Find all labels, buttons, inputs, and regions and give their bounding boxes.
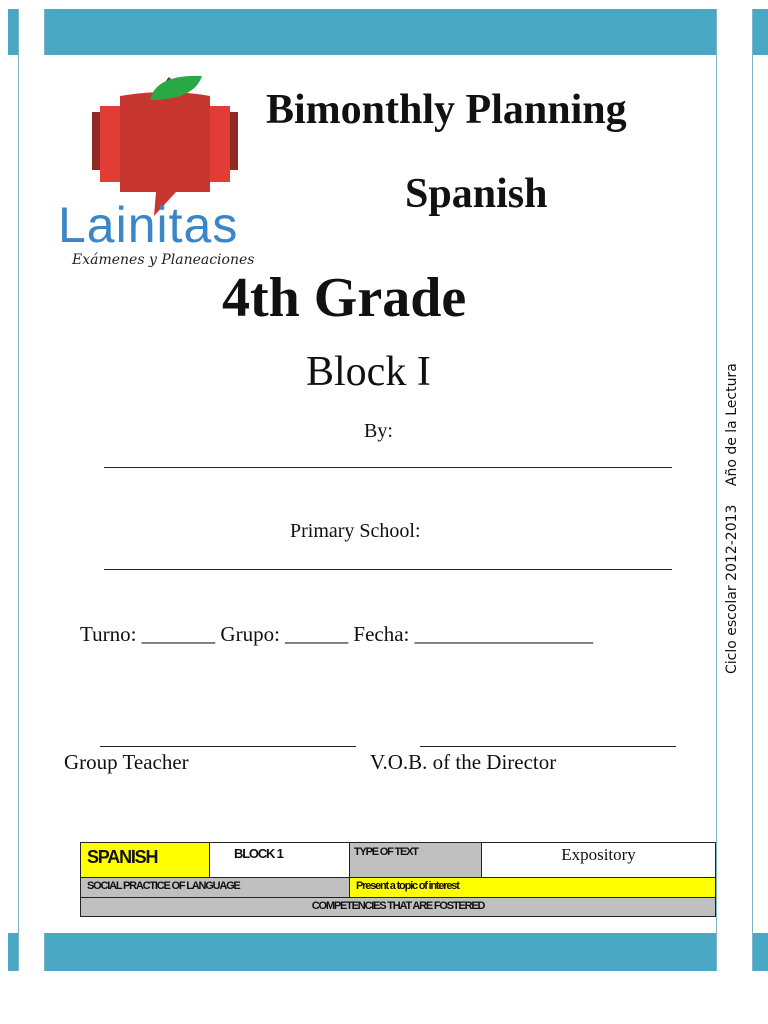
author-blank-line — [104, 467, 672, 468]
director-label: V.O.B. of the Director — [370, 750, 557, 774]
side-school-year-text — [724, 354, 740, 674]
right-inner-border-line — [716, 9, 717, 971]
block-cell: BLOCK 1 — [209, 842, 350, 878]
director-signature-line — [420, 746, 676, 747]
bottom-color-band — [8, 933, 768, 971]
type-of-text-value-cell: Expository — [481, 842, 716, 878]
group-teacher-label: Group Teacher — [64, 750, 189, 774]
school-year-label: Ciclo escolar 2012-2013 — [724, 504, 740, 674]
left-border-line — [18, 9, 19, 971]
competencies-header-cell: COMPETENCIES THAT ARE FOSTERED — [80, 897, 716, 917]
grade-title: 4th Grade — [222, 267, 467, 329]
school-label: Primary School: — [290, 520, 421, 542]
social-practice-value-cell: Present a topic of interest — [349, 877, 716, 898]
logo-tagline: Exámenes y Planeaciones — [72, 252, 255, 268]
type-of-text-label-cell: TYPE OF TEXT — [349, 842, 482, 878]
teacher-signature-line — [100, 746, 356, 747]
social-practice-label-cell: SOCIAL PRACTICE OF LANGUAGE — [80, 877, 350, 898]
by-label: By: — [364, 420, 393, 442]
subject-cell: SPANISH — [80, 842, 210, 878]
subject-title: Spanish — [405, 171, 548, 217]
block-title: Block I — [306, 349, 431, 395]
turno-grupo-fecha-line: Turno: _______ Grupo: ______ Fecha: _________________ — [80, 622, 594, 646]
left-margin-strip — [18, 9, 44, 971]
right-border-line — [752, 9, 753, 971]
top-color-band — [8, 9, 768, 55]
document-title: Bimonthly Planning — [266, 87, 627, 133]
logo-wordmark: Lainitas — [58, 197, 239, 253]
school-blank-line — [104, 569, 672, 570]
year-theme-label: Año de la Lectura — [724, 363, 740, 487]
